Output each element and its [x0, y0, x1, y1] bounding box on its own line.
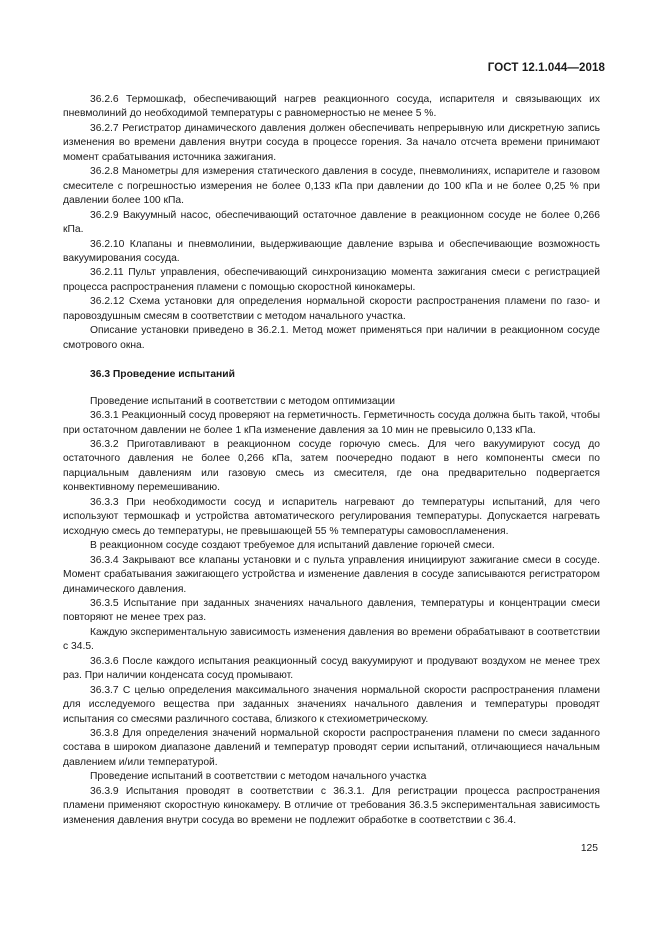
- document-body: [63, 93, 600, 828]
- paragraph: 36.3.4 Закрывают все клапаны установки и с пульта управления инициируют зажигание смеси в сосуде. Момент срабатывания зажигающего устройства и изменение давления в сосуде записываются регистратором динамического давления.: [63, 554, 600, 595]
- paragraph: 36.2.6 Термошкаф, обеспечивающий нагрев реакционного сосуда, испарителя и связывающих их пневмолиний до необходимой температуры с равномерностью не менее 5 %.: [63, 94, 600, 120]
- paragraph: 36.3.9 Испытания проводят в соответствии с 36.3.1. Для регистрации процесса распространения пламени применяют скоростную кинокамеру. В отличие от требования 36.3.5 экспериментальная зависимость изменения давления внутри сосуда во времени не подлежит обработке в соответствии с 36.4.: [63, 785, 600, 826]
- section-heading: 36.3 Проведение испытаний: [90, 369, 235, 381]
- paragraph: Проведение испытаний в соответствии с методом оптимизации: [90, 395, 395, 407]
- paragraph: Проведение испытаний в соответствии с методом начального участка: [90, 771, 427, 783]
- paragraph: 36.2.8 Манометры для измерения статического давления в сосуде, пневмолиниях, испарителе и газовом смесителе с погрешностью измерения не более 0,133 кПа при давлении до 100 кПа и не более 0,25 % при давлении более 100 кПа.: [63, 166, 600, 207]
- paragraph: Каждую экспериментальную зависимость изменения давления во времени обрабатывают в соответствии с 34.5.: [63, 626, 600, 653]
- paragraph: 36.2.7 Регистратор динамического давления должен обеспечивать непрерывную или дискретную запись изменения во времени давления внутри сосуда в процессе горения. За начало отсчета времени принимают момент срабатывания источника зажигания.: [63, 122, 600, 163]
- equipment-list: [63, 93, 600, 353]
- paragraph: 36.2.9 Вакуумный насос, обеспечивающий остаточное давление в реакционном сосуде не более 0,266 кПа.: [63, 209, 600, 236]
- paragraph: В реакционном сосуде создают требуемое для испытаний давление горючей смеси.: [90, 540, 495, 552]
- standard-header: ГОСТ 12.1.044—2018: [487, 62, 605, 74]
- paragraph: 36.3.5 Испытание при заданных значениях начального давления, температуры и концентрации смеси повторяют не менее трех раз.: [63, 597, 600, 624]
- paragraph: 36.3.3 При необходимости сосуд и испаритель нагревают до температуры испытаний, для чего используют термошкаф и устройства автоматического регулирования температуры. Допускается нагревать исходную смесь до температуры, не превышающей 55 % температуры самовоспламенения.: [63, 496, 600, 537]
- paragraph: 36.3.1 Реакционный сосуд проверяют на герметичность. Герметичность сосуда должна быть такой, чтобы при остаточном давлении не более 1 кПа изменение давления за 10 мин не превысило 0,133 кПа.: [63, 410, 600, 436]
- paragraph: 36.2.11 Пульт управления, обеспечивающий синхронизацию момента зажигания смеси с регистрацией процесса распространения пламени с помощью скоростной кинокамеры.: [63, 267, 600, 293]
- paragraph: 36.3.2 Приготавливают в реакционном сосуде горючую смесь. Для чего вакуумируют сосуд до остаточного давления не более 0,266 кПа, затем поочередно подают в него компоненты смеси по парциальным давлениям или газовую смесь из смесителя, где она предварительно подвергается конвективному перемешиванию.: [63, 438, 600, 494]
- paragraph: 36.3.8 Для определения значений нормальной скорости распространения пламени по смеси заданного состава в широком диапазоне давлений и температур проводят серии испытаний, отличающиеся начальным давлением и/или температурой.: [63, 728, 600, 768]
- paragraph: 36.3.7 С целью определения максимального значения нормальной скорости распространения пламени для исследуемого вещества при заданных значениях начального давления и температуры проводят испытания со смесями различного состава, близкого к стехиометрическому.: [63, 684, 600, 725]
- paragraph: 36.3.6 После каждого испытания реакционный сосуд вакуумируют и продувают воздухом не менее трех раз. При наличии конденсата сосуд промывают.: [63, 655, 600, 682]
- paragraph: 36.2.12 Схема установки для определения нормальной скорости распространения пламени по газо- и паровоздушным смесям в соответствии с методом начального участка.: [63, 296, 600, 322]
- paragraph: Описание установки приведено в 36.2.1. Метод может применяться при наличии в реакционном сосуде смотрового окна.: [63, 325, 600, 351]
- paragraph: 36.2.10 Клапаны и пневмолинии, выдерживающие давление взрыва и обеспечивающие возможность вакуумирования сосуда.: [63, 238, 600, 264]
- page-number: 125: [580, 843, 598, 854]
- test-procedure: [63, 395, 600, 829]
